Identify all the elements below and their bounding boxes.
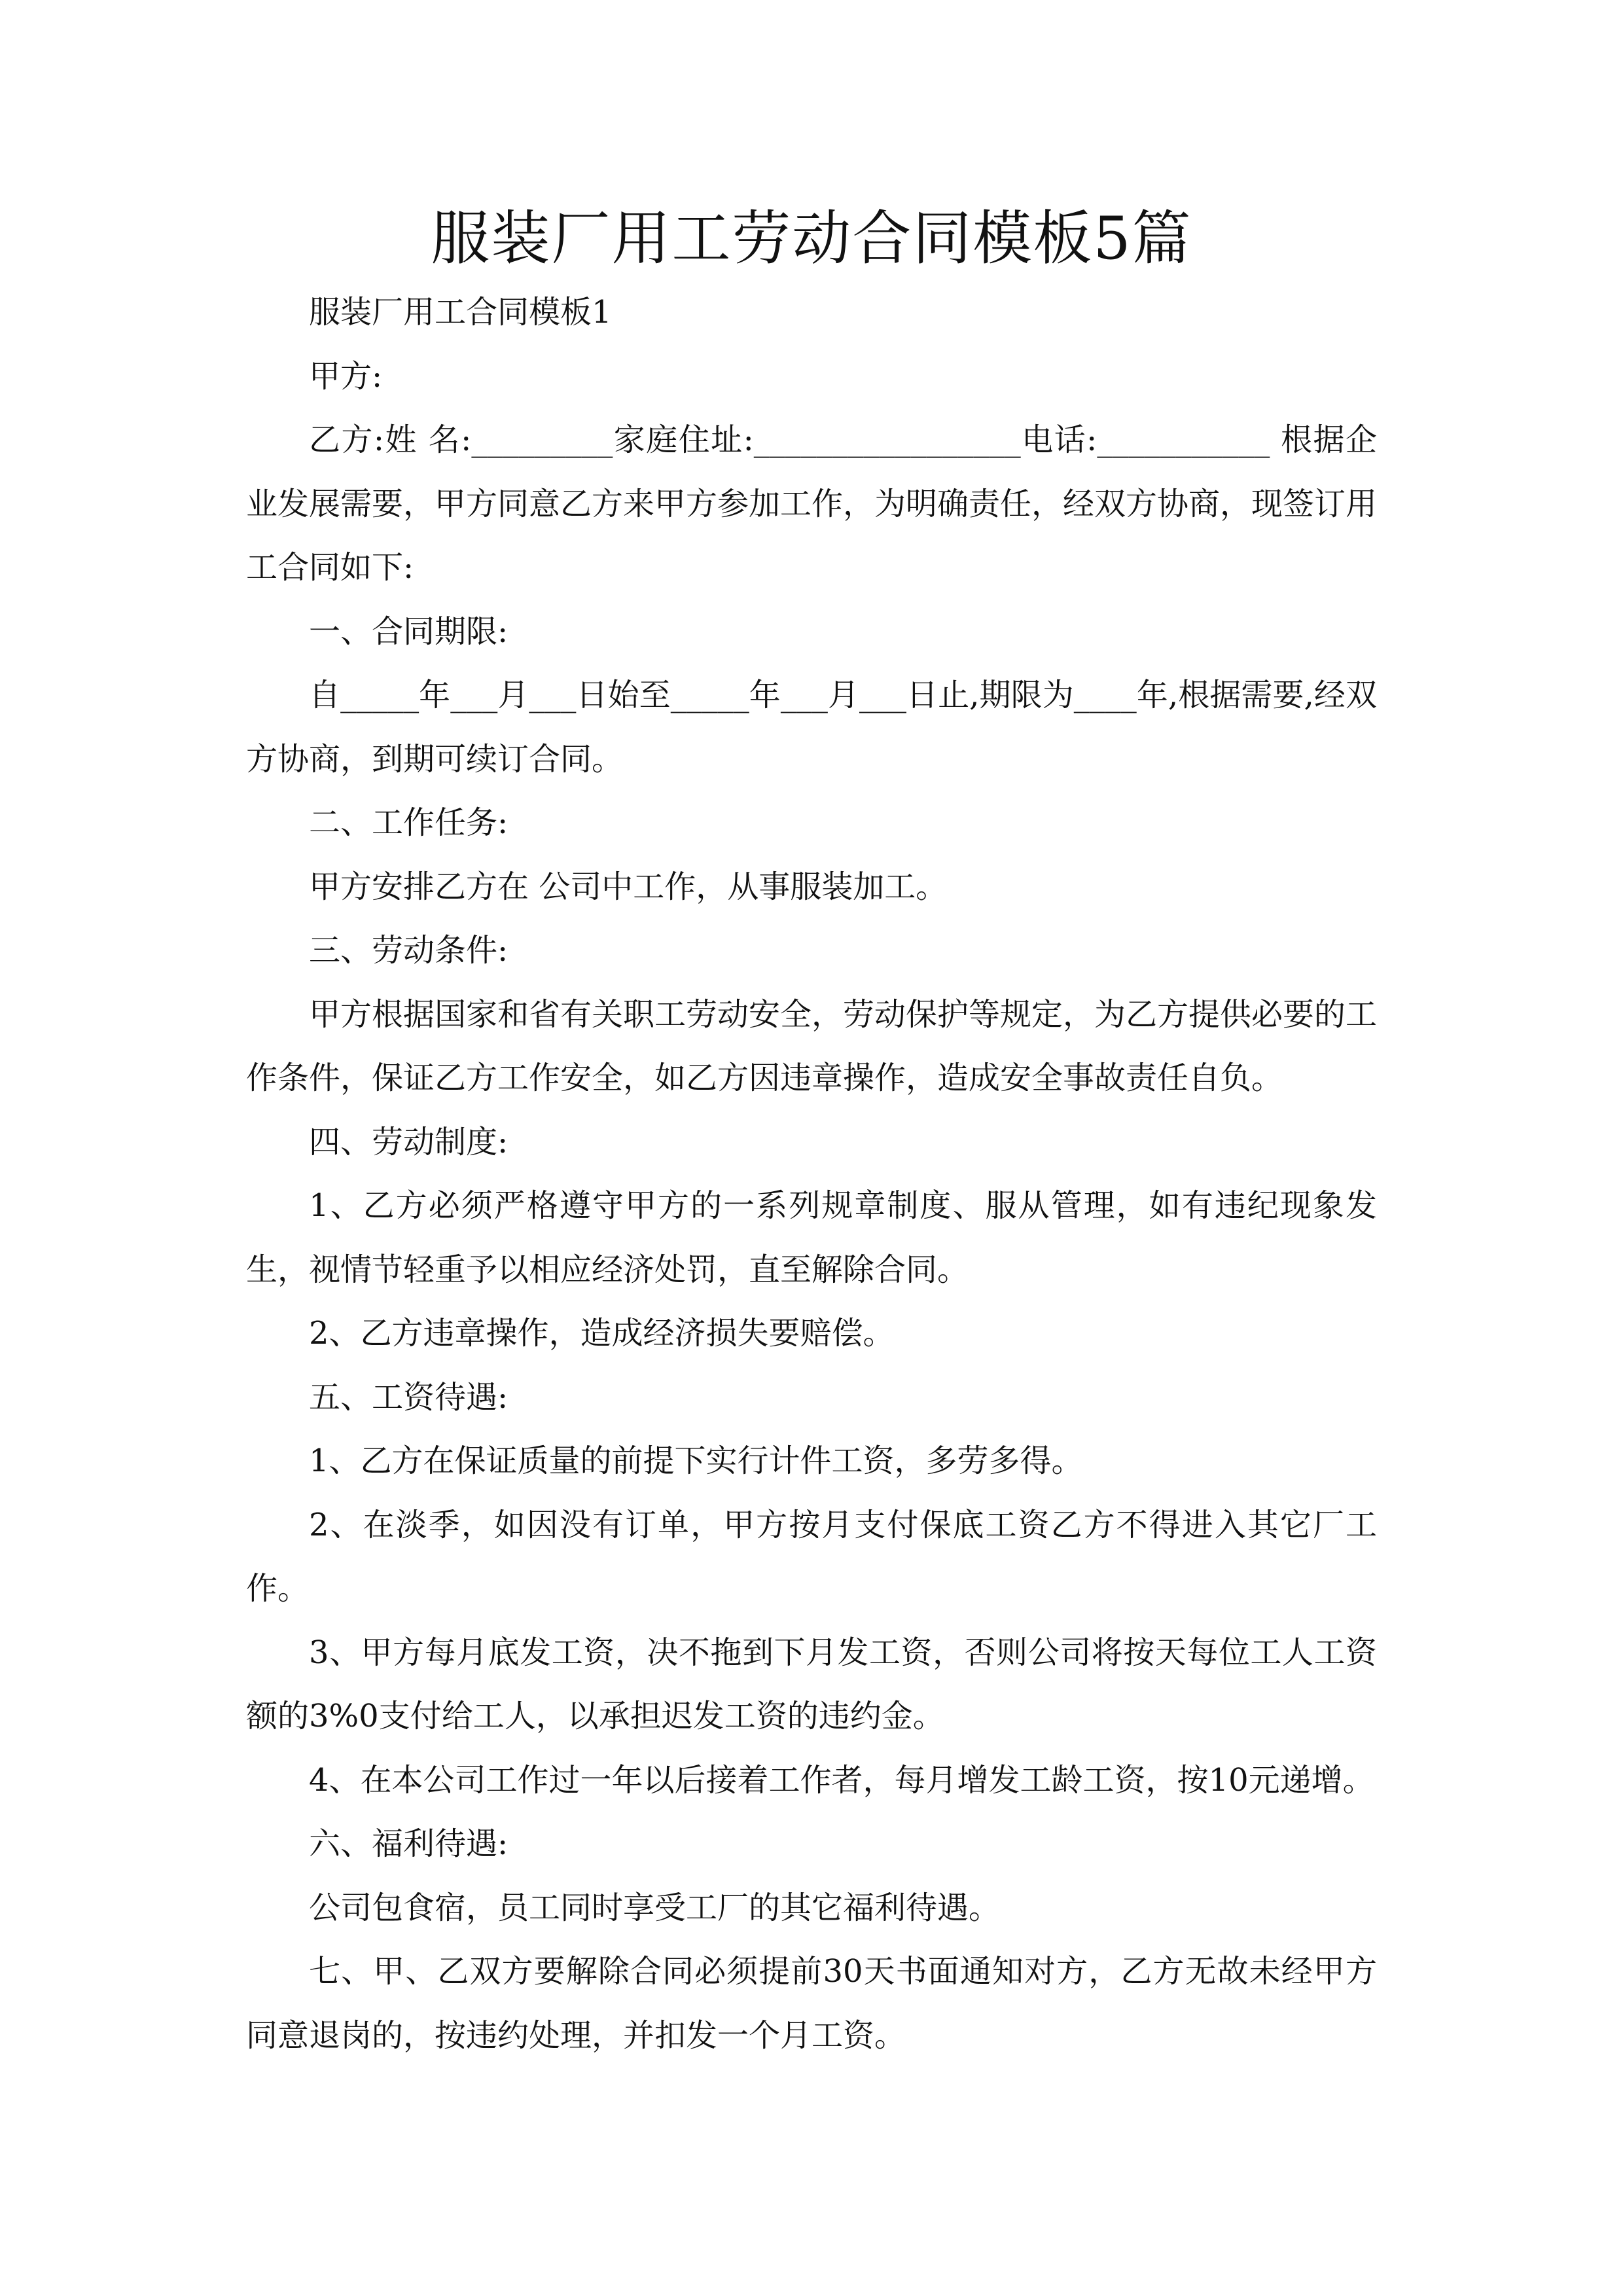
paragraph: 自_____年___月___日始至_____年___月___日止,期限为____年,根据需要,经双方协商，到期可续订合同。	[246, 677, 1377, 778]
paragraph: 2、乙方违章操作，造成经济损失要赔偿。	[309, 1315, 895, 1352]
paragraph: 2、在淡季，如因没有订单，甲方按月支付保底工资乙方不得进入其它厂工作。	[246, 1506, 1377, 1607]
paragraph: 4、在本公司工作过一年以后接着工作者，每月增发工龄工资，按10元递增。	[309, 1761, 1374, 1799]
subtitle: 服装厂用工合同模板1	[309, 294, 612, 331]
section-heading: 五、工资待遇:	[309, 1378, 508, 1416]
section-heading: 三、劳动条件:	[309, 932, 508, 969]
section-heading: 四、劳动制度:	[309, 1123, 508, 1160]
paragraph: 甲方根据国家和省有关职工劳动安全，劳动保护等规定，为乙方提供必要的工作条件，保证乙方工作安全，如乙方因违章操作，造成安全事故责任自负。	[246, 996, 1378, 1096]
paragraph: 1、乙方在保证质量的前提下实行计件工资，多劳多得。	[309, 1443, 1083, 1479]
paragraph: 1、乙方必须严格遵守甲方的一系列规章制度、服从管理，如有违纪现象发生，视情节轻重予以相应经济处罚，直至解除合同。	[246, 1187, 1377, 1288]
party-b-intro: 乙方:姓 名:_________家庭住址:_________________电话:___________ 根据企业发展需要，甲方同意乙方来甲方参加工作，为明确责任，经双方协商，现签订用工合同如下:	[246, 422, 1378, 586]
section-heading: 六、福利待遇:	[309, 1825, 508, 1862]
paragraph: 3、甲方每月底发工资，决不拖到下月发工资，否则公司将按天每位工人工资额的3%0支付给工人，以承担迟发工资的违约金。	[246, 1634, 1377, 1734]
paragraph: 七、甲、乙双方要解除合同必须提前30天书面通知对方，乙方无故未经甲方同意退岗的，按违约处理，并扣发一个月工资。	[246, 1953, 1377, 2054]
document-title: 服装厂用工劳动合同模板5篇	[431, 204, 1192, 273]
section-heading: 一、合同期限:	[309, 613, 508, 650]
document-body	[246, 281, 1377, 2068]
section-heading: 二、工作任务:	[309, 804, 508, 841]
paragraph: 公司包食宿，员工同时享受工厂的其它福利待遇。	[309, 1889, 1001, 1926]
paragraph: 甲方安排乙方在 公司中工作，从事服装加工。	[309, 868, 948, 905]
party-a: 甲方:	[309, 357, 383, 395]
